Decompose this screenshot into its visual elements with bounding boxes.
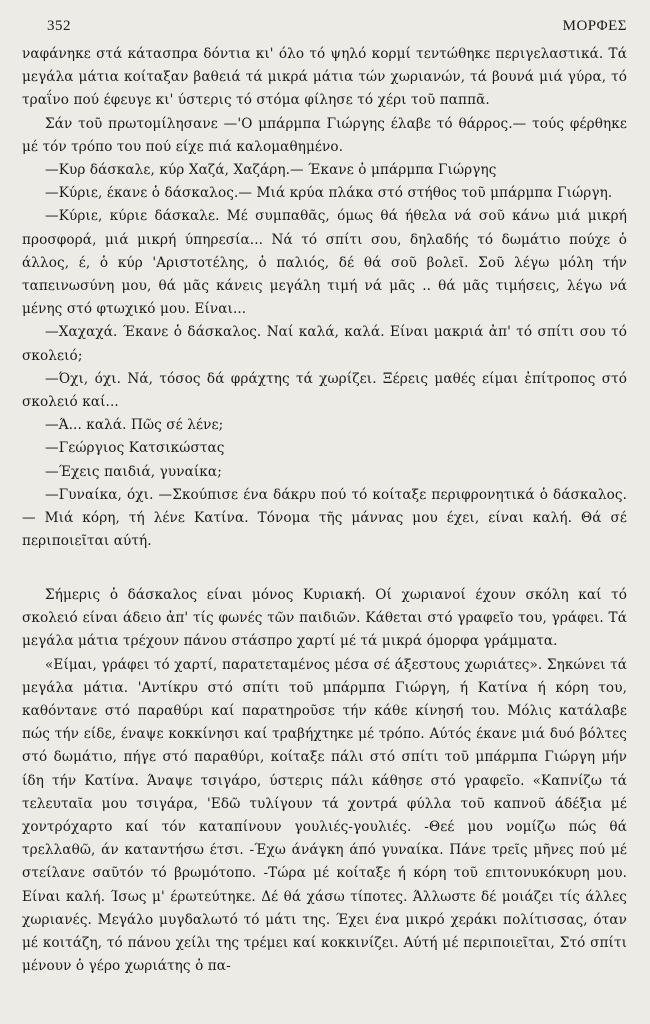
page-number: 352 [47,18,71,34]
running-title: ΜΟΡΦΕΣ [562,18,627,34]
dialogue-line: —Γυναίκα, όχι. —Σκούπισε ένα δάκρυ πού τό κοίταξε περιφρονητικά ὁ δάσκαλος.— Μιά κόρη, τή λένε Κατίνα. Τόνομα τῆς μάννας μου έχει, είναι καλή. Θά σέ περιποιεῖται αύτή. [22,486,627,550]
paragraph: Σάν τοῦ πρωτομίλησανε —'Ο μπάρμπα Γιώργης έλαβε τό θάρρος.— τούς φέρθηκε μέ τόν τρόπο του πού είχε πιά καλομαθημένο. [22,115,627,155]
paragraph: ναφάνηκε στά κάτασπρα δόντια κι' όλο τό ψηλό κορμί τεντώθηκε περιγελαστικά. Τά μεγάλα μάτια κοίταξαν βαθειά τά μικρά μάτια τών χωριανών, τά βουνά μιά γύρα, τό τραΐνο πού έφευγε κι' ύστερις τό στόμα φίλησε τό χέρι τοῦ παππᾶ. [22,46,627,109]
dialogue-line: —Έχεις παιδιά, γυναίκα; [45,463,222,480]
text-section-1 [22,43,627,553]
paragraph: «Είμαι, γράφει τό χαρτί, παρατεταμένος μέσα σέ άξεστους χωριάτες». Σηκώνει τά μεγάλα μάτια. 'Αντίκρυ στό σπίτι τοῦ μπάρμπα Γιώργη, ή Κατίνα ή κόρη του, καθόντανε στό παραθύρι καί παρατηροῦσε τήν κάθε κίνησή του. Μόλις κατάλαβε πώς τήν είδε, έναψε κοκκίνησι καί τραβήχτηκε μέ τρόπο. Αύτός έκανε μιά δυό βόλτες στό δωμάτιο, πήγε στό παραθύρι, κοίταξε πάλι στό σπίτι τοῦ μπάρμπα Γιώργη μήν ίδη τήν Κατίνα. Άναψε τσιγάρο, ύστερις πάλι κάθησε στό γραφεῖο. «Καπνίζω τά τελευταῖα μου τσιγάρα, 'Εδῶ τυλίγουν τά χοντρά φύλλα τοῦ καπνοῦ άδέξια μέ χοντρόχαρτο καί τόν καταπίνουν γουλιές-γουλιές. -Θεέ μου νομίζω πώς θά τρελλαθῶ, άν καταντήσω έτσι. -Έχω άνάγκη άπό γυναίκα. Πάνε τρεῖς μῆνες πού μέ στείλανε σαῦτόν τό βρωμότοπο. -Τώρα μέ κοίταξε ή κόρη τοῦ επιτονυκόκυρη μου. Είναι καλή. Ίσως μ' έρωτεύτηκε. Δέ θά χάσω τίποτες. Άλλωστε δέ μοιάζει τίς άλλες χωριανές. Μεγάλο μυγδαλωτό τό μάτι της. Έχει ένα μικρό χεράκι πολίτισσας, όταν μέ κοιτάζη, τό πάνου χείλι της τρέμει καί κοκκινίζει. Αύτή μέ περιποιεῖται, Στό σπίτι μένουν ὁ γέρο χωριάτης ὁ πα- [22,656,627,975]
dialogue-line: —Κυρ δάσκαλε, κύρ Χαζά, Χαζάρη.— Έκανε ὁ μπάρμπα Γιώργης [45,162,497,179]
dialogue-line: —Όχι, όχι. Νά, τόσος δά φράχτης τά χωρίζει. Ξέρεις μαθές είμαι ἐπίτροπος στό σκολειό καί... [22,370,627,411]
text-section-2 [22,584,627,978]
page-header [47,18,627,38]
dialogue-line: —Ά... καλά. Πῶς σέ λένε; [45,417,224,434]
dialogue-line: —Κύριε, έκανε ὁ δάσκαλος.— Μιά κρύα πλάκα στό στήθος τοῦ μπάρμπα Γιώργη. [45,185,613,202]
paragraph: Σήμερις ὁ δάσκαλος είναι μόνος Κυριακή. Οί χωριανοί έχουν σκόλη καί τό σκολειό είναι άδειο ἀπ' τίς φωνές τῶν παιδιῶν. Κάθεται στό γραφεῖο του, γράφει. Τά μεγάλα μάτια τρέχουν πάνου στάσπρο χαρτί μέ τά μικρά όμορφα γράμματα. [22,587,627,650]
dialogue-line: —Χαχαχά. Έκανε ὁ δάσκαλος. Ναί καλά, καλά. Είναι μακριά ἀπ' τό σπίτι σου τό σκολειό; [22,324,627,364]
dialogue-line: —Γεώργιος Κατσικώστας [45,440,225,457]
dialogue-line: —Κύριε, κύριε δάσκαλε. Μέ συμπαθᾶς, όμως θά ήθελα νά σοῦ κάνω μιά μικρή προσφορά, μιά μικρή ύπηρεσία... Νά τό σπίτι σου, δηλαδής τό δωμάτιο πούχε ὁ άλλος, έ, ὁ κύρ 'Αριστοτέλης, ὁ παλιός, δέ θά σοῦ βολεῖ. Σοῦ λέγω μόλη τήν ταπεινωσύνη μου, θά μᾶς κάνεις μεγάλη τιμή νά μᾶς .. θά μᾶς τιμήσεις, λέγω νά μένης στό φτωχικό μου. Είναι... [22,208,627,318]
